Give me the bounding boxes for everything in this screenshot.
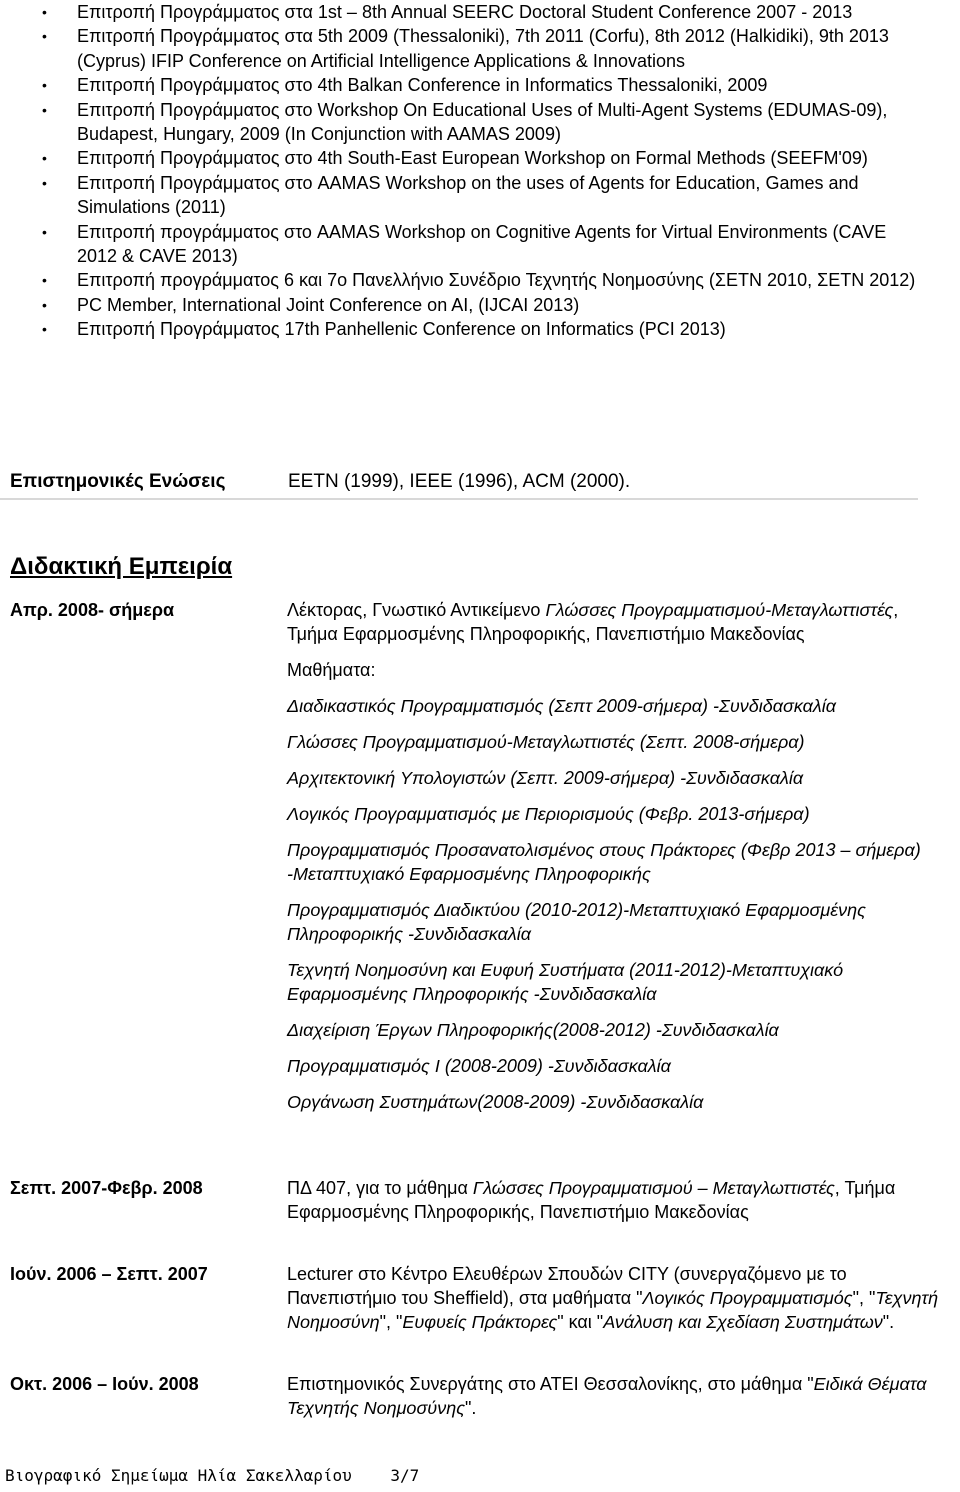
course-item: Προγραμματισμός Διαδικτύου (2010-2012)-Μεταπτυχιακό Εφαρμοσμένης Πληροφορικής -Συνδιδασκαλία (287, 900, 866, 944)
bullet-icon: • (42, 321, 47, 338)
list-item (0, 293, 960, 317)
bullet-icon: • (42, 77, 47, 94)
entry-4-position: Επιστημονικός Συνεργάτης στο ΑΤΕΙ Θεσσαλονίκης, στο μάθημα "Ειδικά Θέματα Τεχνητής Νοημοσύνης". (287, 1374, 927, 1418)
entry-2-position: ΠΔ 407, για το μάθημα Γλώσσες Προγραμματισμού – Μεταγλωττιστές, Τμήμα Εφαρμοσμένης Πληροφορικής, Πανεπιστήμιο Μακεδονίας (287, 1178, 896, 1222)
course-item: Προγραμματισμός Ι (2008-2009) -Συνδιδασκαλία (287, 1056, 671, 1076)
page-footer (5, 1466, 419, 1485)
list-item-text: Επιτροπή Προγράμματος 17th Panhellenic Conference on Informatics (PCI 2013) (77, 319, 726, 340)
course-item: Λογικός Προγραμματισμός με Περιορισμούς (Φεβρ. 2013-σήμερα) (287, 804, 810, 824)
list-item-text: Επιτροπή Προγράμματος στο 4th South-East European Workshop on Formal Methods (SEEFM'09) (77, 148, 868, 169)
list-item (0, 73, 960, 97)
list-item (0, 317, 960, 341)
period-entry-3: Ιούν. 2006 – Σεπτ. 2007 (10, 1264, 208, 1284)
societies-value: ΕΕΤΝ (1999), IEEE (1996), ACM (2000). (288, 471, 631, 492)
list-item-text: Επιτροπή Προγράμματος στο AAMAS Workshop on the uses of Agents for Education, Games and Simulations (2011) (77, 172, 859, 218)
committee-list (0, 0, 960, 342)
course-item: Διαχείριση Έργων Πληροφορικής(2008-2012) -Συνδιδασκαλία (287, 1020, 779, 1040)
course-item: Οργάνωση Συστημάτων(2008-2009) -Συνδιδασκαλία (287, 1092, 704, 1112)
list-item-text: Επιτροπή προγράμματος 6 και 7ο Πανελλήνιο Συνέδριο Τεχνητής Νοημοσύνης (ΣΕΤΝ 2010, ΣΕΤΝ 2012) (77, 270, 916, 291)
entry-1-description (287, 598, 947, 1126)
bullet-icon: • (42, 272, 47, 289)
list-item (0, 98, 960, 147)
scientific-societies-row (0, 466, 918, 500)
course-item: Αρχιτεκτονική Υπολογιστών (Σεπτ. 2009-σήμερα) -Συνδιδασκαλία (287, 768, 804, 788)
page-number: 3/7 (390, 1466, 420, 1485)
list-item-text: Επιτροπή προγράμματος στο AAMAS Workshop on Cognitive Agents for Virtual Environments (CAVE 2012 & CAVE 2013) (77, 221, 887, 267)
list-item-text: Επιτροπή Προγράμματος στα 1st – 8th Annual SEERC Doctoral Student Conference 2007 - 2013 (77, 2, 853, 22)
list-item-text: PC Member, International Joint Conference on AI, (IJCAI 2013) (77, 294, 580, 315)
entry-1-position: Λέκτορας, Γνωστικό Αντικείμενο Γλώσσες Προγραμματισμού-Μεταγλωττιστές, Τμήμα Εφαρμοσμένης Πληροφορικής, Πανεπιστήμιο Μακεδονίας (287, 600, 899, 644)
entry-2-description (287, 1176, 947, 1236)
societies-label: Επιστημονικές Ενώσεις (10, 471, 226, 492)
entry-3-position: Lecturer στο Κέντρο Ελευθέρων Σπουδών CITY (συνεργαζόμενο με το Πανεπιστήμιο του Sheffield), στα μαθήματα "Λογικός Προγραμματισμός", "Τεχνητή Νοημοσύνη", "Ευφυείς Πράκτορες" και "Ανάλυση και Σχεδίαση Συστημάτων". (287, 1264, 939, 1332)
list-item (0, 268, 960, 292)
course-item: Τεχνητή Νοημοσύνη και Ευφυή Συστήματα (2011-2012)-Μεταπτυχιακό Εφαρμοσμένης Πληροφορικής -Συνδιδασκαλία (287, 960, 844, 1004)
list-item (0, 220, 960, 269)
bullet-icon: • (42, 296, 47, 313)
course-item: Προγραμματισμός Προσανατολισμένος στους Πράκτορες (Φεβρ 2013 – σήμερα) -Μεταπτυχιακό Εφαρμοσμένης Πληροφορικής (287, 840, 921, 884)
period-entry-4: Οκτ. 2006 – Ιούν. 2008 (10, 1374, 199, 1394)
bullet-icon: • (42, 28, 47, 45)
bullet-icon: • (42, 174, 47, 191)
list-item (0, 24, 960, 73)
section-title-teaching: Διδακτική Εμπειρία (10, 553, 233, 580)
bullet-icon: • (42, 223, 47, 240)
entry-4-description (287, 1372, 947, 1432)
course-item: Γλώσσες Προγραμματισμού-Μεταγλωττιστές (Σεπτ. 2008-σήμερα) (287, 732, 805, 752)
bullet-icon: • (42, 4, 47, 20)
period-entry-2: Σεπτ. 2007-Φεβρ. 2008 (10, 1178, 203, 1198)
list-item (0, 146, 960, 170)
list-item-text: Επιτροπή Προγράμματος στα 5th 2009 (Thessaloniki), 7th 2011 (Corfu), 8th 2012 (Halkidiki), 9th 2013 (Cyprus) IFIP Conference on Artificial Intelligence Applications & Innovations (77, 26, 889, 71)
bullet-icon: • (42, 101, 47, 118)
entry-3-description (287, 1262, 947, 1346)
course-item: Διαδικαστικός Προγραμματισμός (Σεπτ 2009-σήμερα) -Συνδιδασκαλία (287, 696, 837, 716)
period-entry-1: Απρ. 2008- σήμερα (10, 600, 175, 620)
bullet-icon: • (42, 150, 47, 167)
footer-text: Βιογραφικό Σημείωμα Ηλία Σακελλαρίου (5, 1466, 352, 1485)
courses-label: Μαθήματα: (287, 660, 376, 680)
list-item-text: Επιτροπή Προγράμματος στο Workshop On Educational Uses of Multi-Agent Systems (EDUMAS-09), Budapest, Hungary, 2009 (In Conjunction with AAMAS 2009) (77, 99, 888, 145)
list-item-text: Επιτροπή Προγράμματος στο 4th Balkan Conference in Informatics Thessaloniki, 2009 (77, 75, 768, 96)
list-item (0, 0, 960, 24)
list-item (0, 171, 960, 220)
